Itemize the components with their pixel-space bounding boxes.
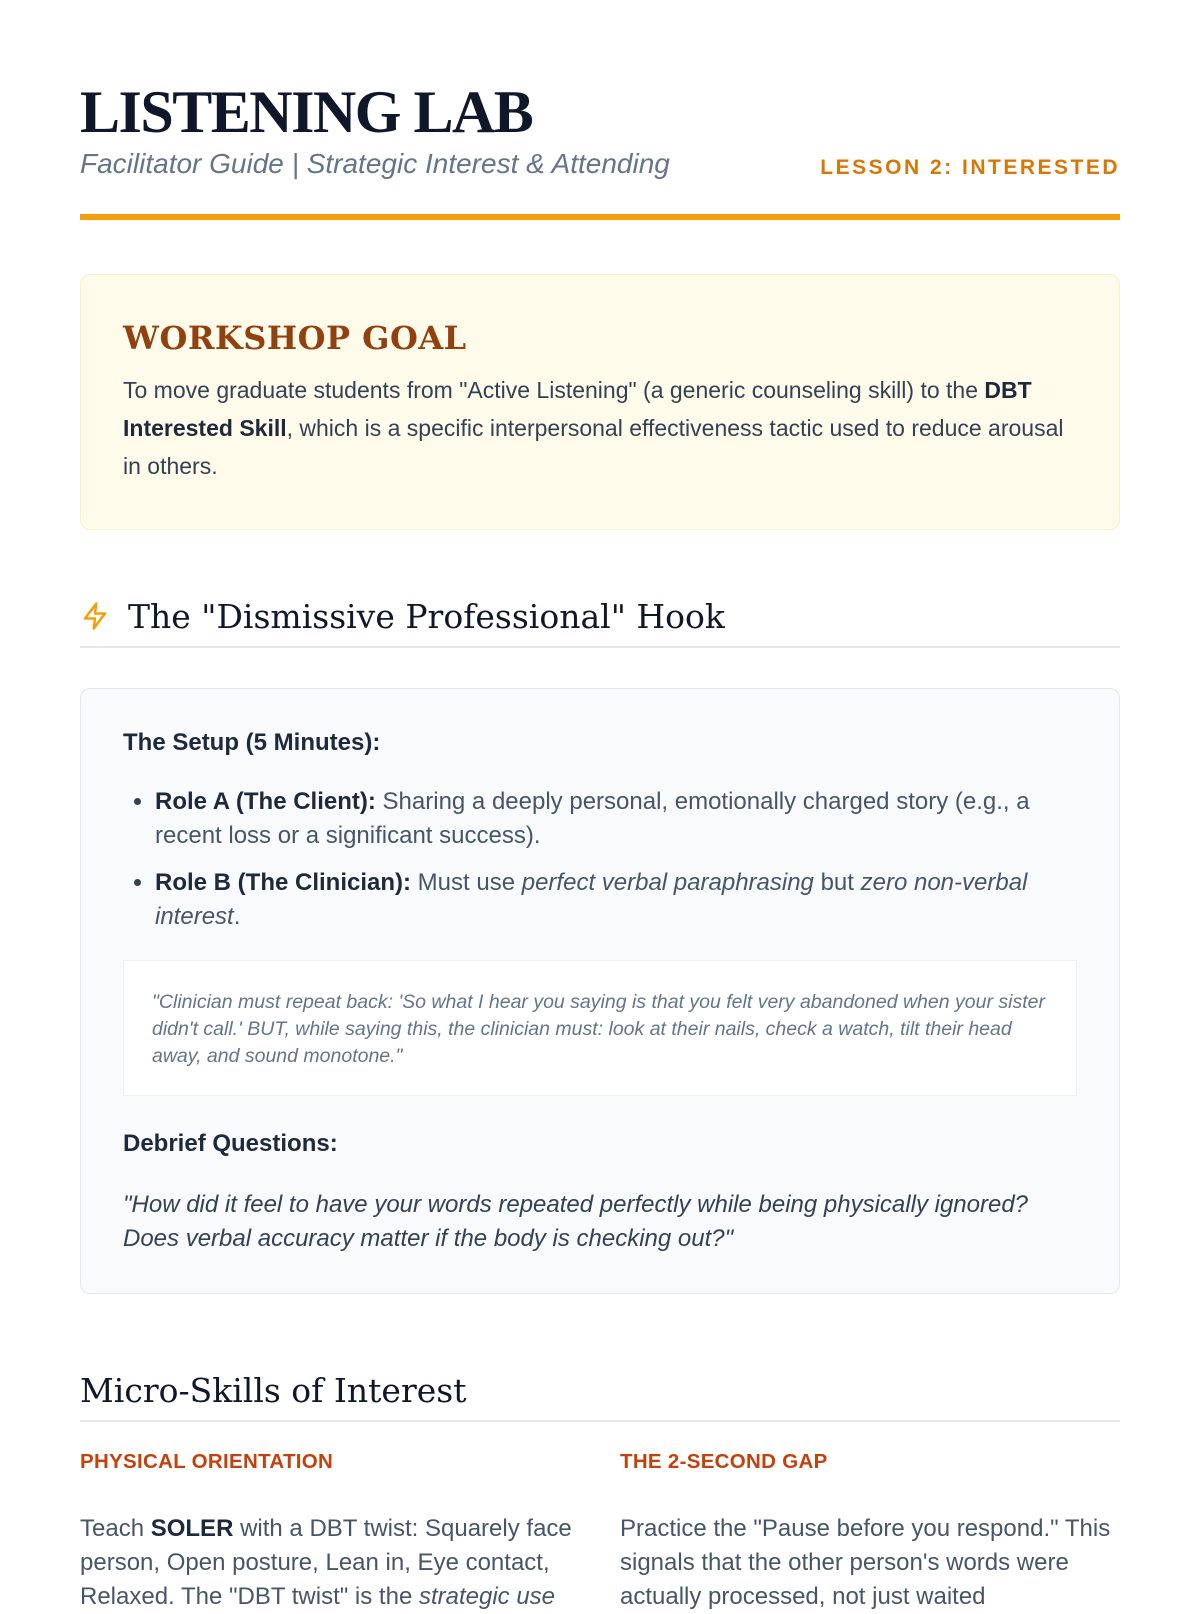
role-a-label: Role A (The Client):: [155, 788, 376, 815]
role-a-item: [155, 785, 1077, 853]
col-text-part: Teach: [80, 1515, 151, 1542]
role-list: [123, 785, 1077, 934]
lesson-label: LESSON 2: INTERESTED: [820, 156, 1120, 179]
col-emphasis: strategic use: [418, 1583, 556, 1610]
script-quote: "Clinician must repeat back: 'So what I hear you saying is that you felt very abandoned when your sister didn't call.' BUT, while saying this, the clinician must: look at their nails, check a watch, tilt their head away, and sound monotone.": [152, 991, 1045, 1067]
debrief-label: Debrief Questions:: [123, 1130, 338, 1157]
accent-divider: [80, 214, 1120, 220]
role-b-text: Must use: [411, 869, 522, 896]
role-b-item: [155, 866, 1077, 934]
lightning-bolt-icon: [80, 600, 110, 632]
micro-skills-header: [80, 1360, 1120, 1422]
two-second-gap-text: Practice the "Pause before you respond." This signals that the other person's words were actually processed, not just waited: [620, 1515, 1111, 1610]
role-b-text: .: [233, 903, 241, 930]
col-text-part: with a DBT twist: Squarely face person, Open posture, Lean in, Eye contact, Relaxed. The "DBT twist" is the: [80, 1515, 572, 1610]
goal-text-part: To move graduate students from "Active Listening" (a generic counseling skill) to the: [123, 377, 985, 403]
role-b-emphasis: perfect verbal paraphrasing: [521, 869, 814, 896]
goal-text-part: , which is a specific interpersonal effectiveness tactic used to reduce arousal in others.: [123, 415, 1064, 479]
physical-orientation-title: PHYSICAL ORIENTATION: [80, 1450, 334, 1473]
physical-orientation-text: [80, 1512, 580, 1614]
page-header: [80, 0, 1120, 214]
micro-skills-title: Micro-Skills of Interest: [80, 1370, 467, 1410]
workshop-goal-box: [80, 274, 1120, 530]
hook-section-header: [80, 586, 1120, 648]
script-quote-box: [123, 960, 1077, 1096]
workshop-goal-title: WORKSHOP GOAL: [123, 319, 467, 357]
role-b-label: Role B (The Clinician):: [155, 869, 412, 896]
goal-skill-name: DBT Interested Skill: [123, 377, 1032, 441]
workshop-goal-text: [123, 371, 1077, 485]
debrief-question: "How did it feel to have your words repeated perfectly while being physically ignored? Does verbal accuracy matter if the body is checking out?": [123, 1191, 1029, 1252]
brand-title: LISTENING LAB: [80, 79, 533, 145]
role-b-emphasis: zero non-verbal interest: [155, 869, 1028, 930]
setup-label: The Setup (5 Minutes):: [123, 729, 381, 756]
two-second-gap-column: [620, 1450, 1120, 1614]
two-second-gap-title: THE 2-SECOND GAP: [620, 1450, 828, 1473]
guide-subtitle: Facilitator Guide | Strategic Interest & Attending: [80, 148, 670, 179]
hook-section-title: The "Dismissive Professional" Hook: [128, 596, 725, 636]
hook-card: [80, 688, 1120, 1294]
guide-page: [0, 0, 1200, 214]
role-b-text: but: [813, 869, 861, 896]
soler-acronym: SOLER: [150, 1515, 234, 1542]
role-a-text: Sharing a deeply personal, emotionally charged story (e.g., a recent loss or a significant success).: [155, 788, 1030, 849]
physical-orientation-column: [80, 1450, 580, 1614]
